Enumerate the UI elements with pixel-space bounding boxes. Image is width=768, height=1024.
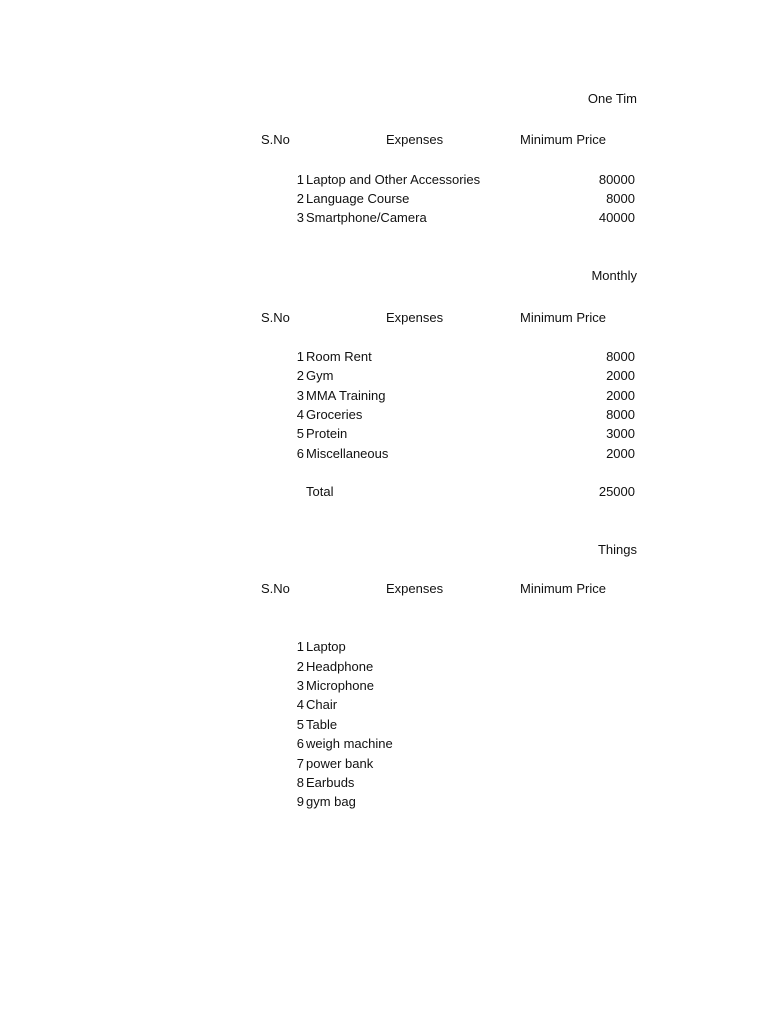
row-sno: 4 — [296, 407, 304, 422]
row-sno: 2 — [296, 191, 304, 206]
row-price: 80000 — [598, 172, 635, 187]
row-item: Language Course — [306, 191, 410, 206]
header-expenses: Expenses — [386, 132, 444, 147]
total-label: Total — [306, 484, 334, 499]
row-price: 8000 — [606, 349, 635, 364]
row-item: gym bag — [306, 794, 356, 809]
header-expenses: Expenses — [386, 310, 444, 325]
row-item: Gym — [306, 368, 334, 383]
row-price: 2000 — [606, 446, 635, 461]
section-title-one-time: One Tim — [587, 91, 637, 106]
header-minimum-price: Minimum Price — [520, 132, 606, 147]
row-sno: 1 — [296, 639, 304, 654]
row-item: Laptop — [306, 639, 346, 654]
row-item: Groceries — [306, 407, 363, 422]
row-sno: 6 — [296, 736, 304, 751]
row-price: 8000 — [606, 191, 635, 206]
row-item: Table — [306, 717, 338, 732]
section-title-things: Things — [597, 542, 637, 557]
total-value: 25000 — [598, 484, 635, 499]
row-sno: 3 — [296, 210, 304, 225]
row-sno: 1 — [296, 349, 304, 364]
row-item: Protein — [306, 426, 348, 441]
row-sno: 5 — [296, 426, 304, 441]
row-item: Chair — [306, 697, 338, 712]
row-sno: 3 — [296, 388, 304, 403]
header-minimum-price: Minimum Price — [520, 310, 606, 325]
row-sno: 3 — [296, 678, 304, 693]
header-sno: S.No — [261, 581, 290, 596]
row-item: Laptop and Other Accessories — [306, 172, 481, 187]
row-sno: 2 — [296, 659, 304, 674]
row-sno: 6 — [296, 446, 304, 461]
row-sno: 2 — [296, 368, 304, 383]
row-sno: 8 — [296, 775, 304, 790]
header-sno: S.No — [261, 132, 290, 147]
row-sno: 1 — [296, 172, 304, 187]
row-item: Microphone — [306, 678, 374, 693]
row-item: weigh machine — [306, 736, 393, 751]
row-price: 3000 — [606, 426, 635, 441]
row-price: 2000 — [606, 388, 635, 403]
row-sno: 5 — [296, 717, 304, 732]
row-price: 2000 — [606, 368, 635, 383]
row-price: 8000 — [606, 407, 635, 422]
row-item: Earbuds — [306, 775, 355, 790]
header-minimum-price: Minimum Price — [520, 581, 606, 596]
row-item: power bank — [306, 756, 374, 771]
row-item: Headphone — [306, 659, 374, 674]
row-sno: 7 — [296, 756, 304, 771]
row-item: MMA Training — [306, 388, 386, 403]
row-item: Miscellaneous — [306, 446, 389, 461]
row-price: 40000 — [598, 210, 635, 225]
row-sno: 9 — [296, 794, 304, 809]
row-item: Smartphone/Camera — [306, 210, 427, 225]
row-item: Room Rent — [306, 349, 372, 364]
section-title-monthly: Monthly — [591, 268, 637, 283]
row-sno: 4 — [296, 697, 304, 712]
header-sno: S.No — [261, 310, 290, 325]
header-expenses: Expenses — [386, 581, 444, 596]
